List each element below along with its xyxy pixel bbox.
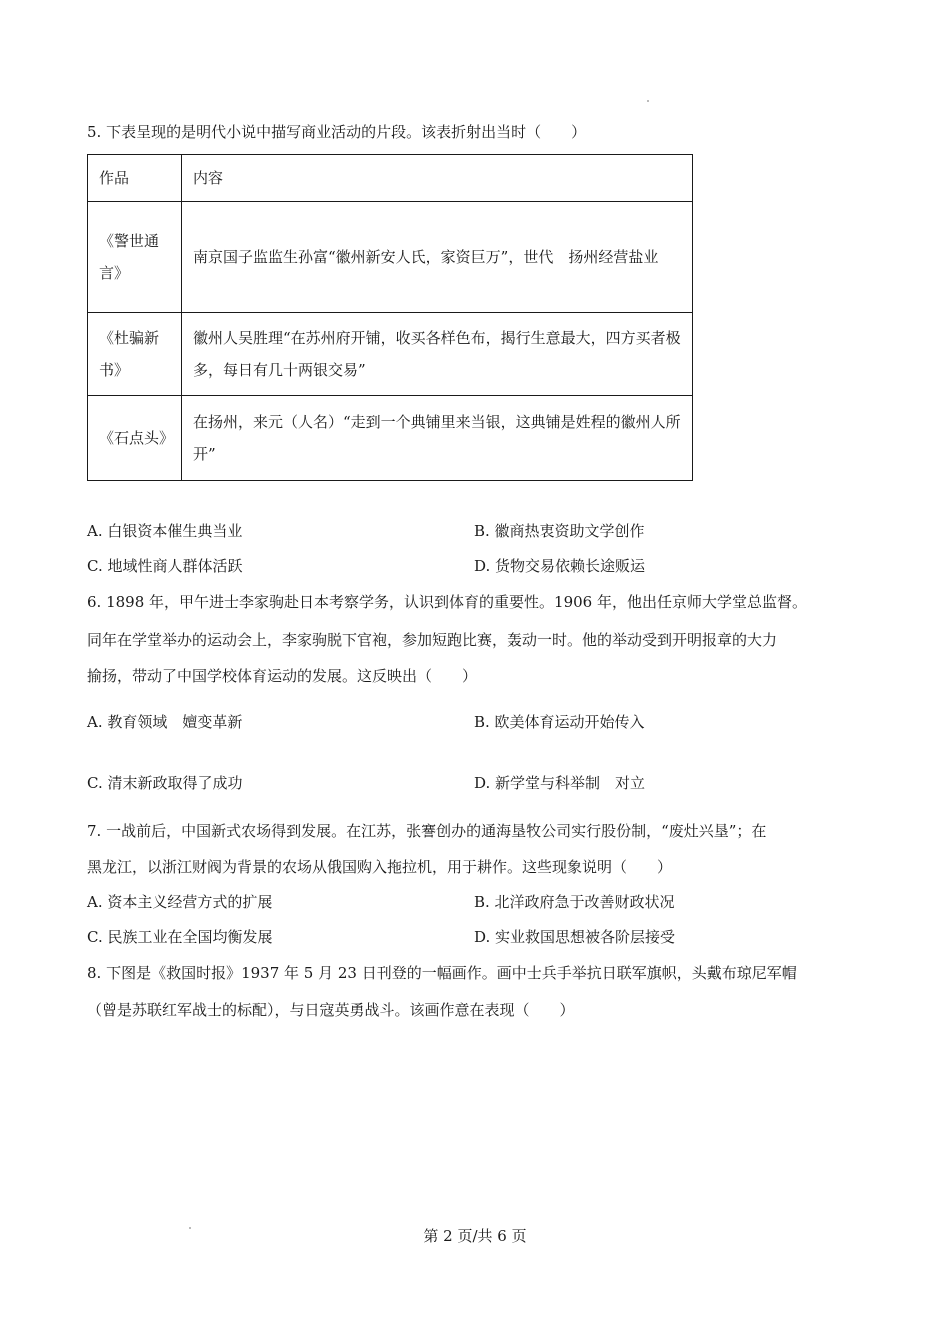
q7-stem-line-1: 7. 一战前后，中国新式农场得到发展。在江苏，张謇创办的通海垦牧公司实行股份制，“废灶兴垦”；在	[87, 822, 767, 840]
table-row	[88, 396, 693, 481]
q6-stem-line-2: 同年在学堂举办的运动会上，李家驹脱下官袍，参加短跑比赛，轰动一时。他的举动受到开明报章的大力	[87, 631, 778, 649]
q7-option-b[interactable]: B. 北洋政府急于改善财政状况	[474, 893, 675, 911]
q6-stem-line-3: 揄扬，带动了中国学校体育运动的发展。这反映出（ ）	[87, 667, 478, 685]
q5-stem: 5. 下表呈现的是明代小说中描写商业活动的片段。该表折射出当时（ ）	[87, 123, 587, 141]
q5-option-b[interactable]: B. 徽商热衷资助文学创作	[474, 522, 645, 540]
table-header-row	[88, 155, 693, 202]
q6-option-b[interactable]: B. 欧美体育运动开始传入	[474, 713, 645, 731]
q7-stem-line-2: 黑龙江，以浙江财阀为背景的农场从俄国购入拖拉机，用于耕作。这些现象说明（ ）	[87, 858, 673, 876]
page-number: 第 2 页/共 6 页	[423, 1227, 527, 1245]
table-cell-content: 在扬州，来元（人名）“走到一个典铺里来当银，这典铺是姓程的徽州人所开”	[182, 396, 693, 481]
q6-stem-line-1: 6. 1898 年，甲午进士李家驹赴日本考察学务，认识到体育的重要性。1906 年，他出任京师大学堂总监督。	[87, 593, 807, 611]
q5-option-a[interactable]: A. 白银资本催生典当业	[87, 522, 243, 540]
table-cell-content: 南京国子监监生孙富“徽州新安人氏，家资巨万”，世代 扬州经营盐业	[182, 202, 693, 313]
table-cell-work: 《警世通言》	[88, 202, 182, 313]
q8-stem-line-2: （曾是苏联红军战士的标配），与日寇英勇战斗。该画作意在表现（ ）	[87, 1001, 575, 1019]
table-row	[88, 313, 693, 396]
table-cell-work: 《石点头》	[88, 396, 182, 481]
q5-option-d[interactable]: D. 货物交易依赖长途贩运	[474, 557, 646, 575]
q6-option-c[interactable]: C. 清末新政取得了成功	[87, 774, 243, 792]
q7-option-c[interactable]: C. 民族工业在全国均衡发展	[87, 928, 273, 946]
table-cell-work: 《杜骗新书》	[88, 313, 182, 396]
q8-stem-line-1: 8. 下图是《救国时报》1937 年 5 月 23 日刊登的一幅画作。画中士兵手举抗日联军旗帜，头戴布琼尼军帽	[87, 964, 797, 982]
table-row	[88, 202, 693, 313]
q7-option-d[interactable]: D. 实业救国思想被各阶层接受	[474, 928, 676, 946]
table-cell-content: 徽州人吴胜理“在苏州府开铺，收买各样色布，揭行生意最大，四方买者极多，每日有几十两银交易”	[182, 313, 693, 396]
table-header-content: 内容	[182, 155, 693, 202]
q7-option-a[interactable]: A. 资本主义经营方式的扩展	[87, 893, 273, 911]
table-header-work: 作品	[88, 155, 182, 202]
scan-dot-top	[647, 100, 649, 102]
q6-option-d[interactable]: D. 新学堂与科举制 对立	[474, 774, 646, 792]
q5-option-c[interactable]: C. 地域性商人群体活跃	[87, 557, 243, 575]
q6-option-a[interactable]: A. 教育领域 嬗变革新	[87, 713, 243, 731]
q5-table	[87, 154, 693, 481]
